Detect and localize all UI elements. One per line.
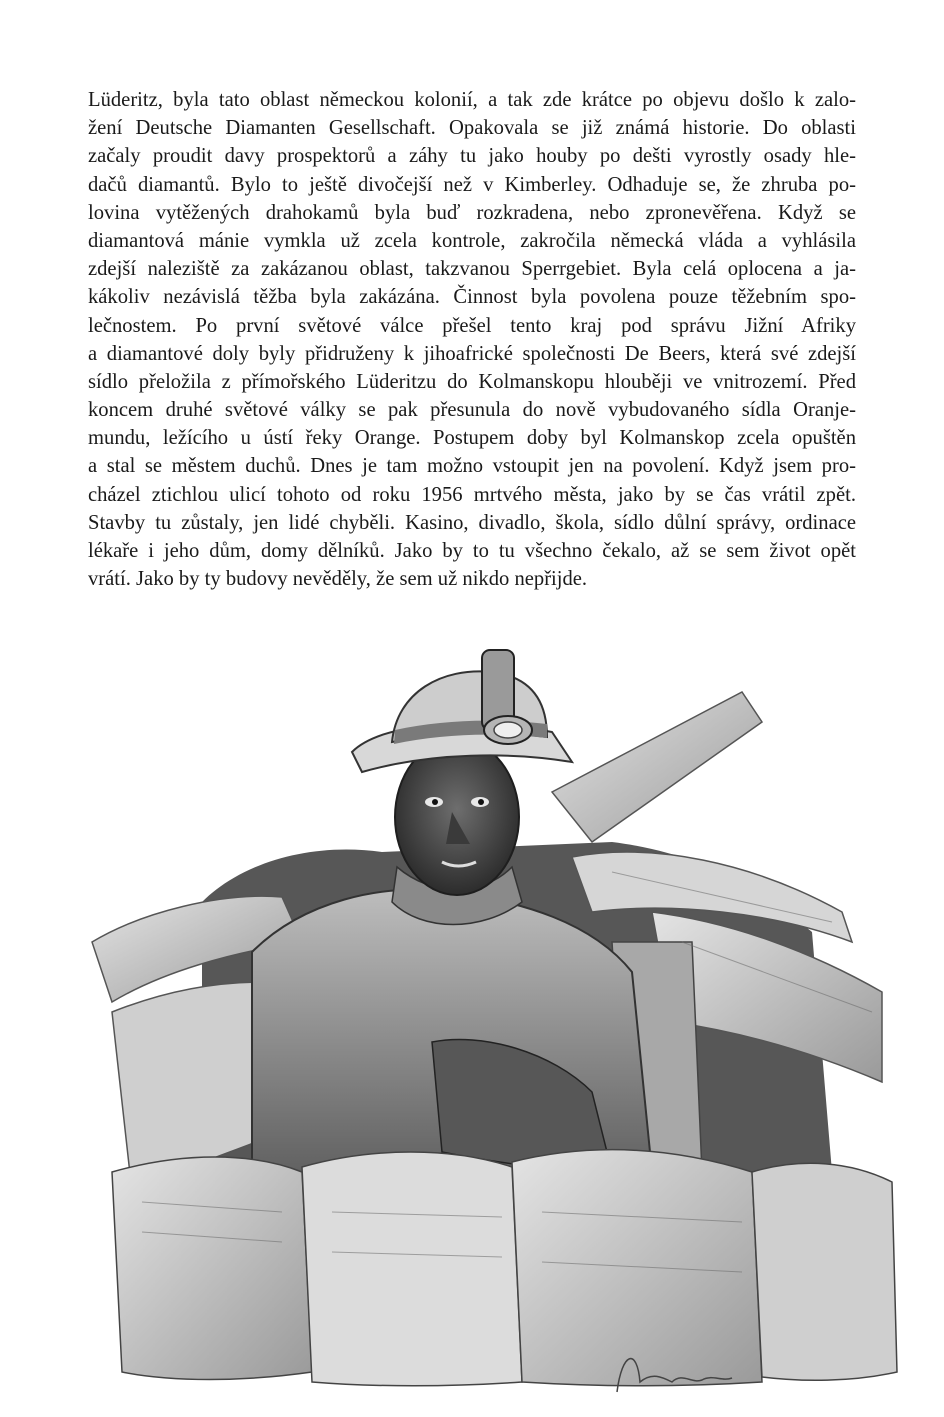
text-line: mundu, ležícího u ústí řeky Orange. Postupem doby byl Kolmanskop zcela opuštěn xyxy=(88,427,856,450)
plank-fore-4 xyxy=(752,1163,897,1380)
text-line: lovina vytěžených drahokamů byla buď rozkradena, nebo zpronevěřena. Když se xyxy=(88,201,856,224)
plank-fore-1 xyxy=(112,1157,312,1380)
body-text xyxy=(88,86,856,593)
text-line: lékaře i jeho dům, domy dělníků. Jako by to tu všechno čekalo, až se sem život opět xyxy=(88,540,856,562)
text-line: cházel ztichlou ulicí tohoto od roku 1956 mrtvého města, jako by se čas vrátil zpět. xyxy=(88,483,856,506)
text-line: diamantová mánie vymkla už zcela kontrole, zakročila německá vláda a vyhlásila xyxy=(88,229,856,252)
text-line: sídlo přeložila z přímořského Lüderitzu do Kolmanskopu hlouběji ve vnitrozemí. Před xyxy=(88,370,856,393)
beam-diagonal xyxy=(552,692,762,842)
text-line: koncem druhé světové války se pak přesunula do nově vybudovaného sídla Oranje- xyxy=(88,399,856,422)
text-line: vrátí. Jako by ty budovy nevěděly, že sem už nikdo nepřijde. xyxy=(88,568,588,591)
plank-fore-2 xyxy=(302,1152,522,1386)
text-line: a diamantové doly byly přidruženy k jihoafrické společnosti De Beers, která své zdejší xyxy=(88,342,856,365)
plank-fore-3 xyxy=(512,1150,762,1386)
text-line: Lüderitz, byla tato oblast německou kolonií, a tak zde krátce po objevu došlo k zalo- xyxy=(88,89,856,111)
text-line: lečnostem. Po první světové válce přešel tento kraj pod správu Jižní Afriky xyxy=(88,314,856,337)
text-line: Stavby tu zůstaly, jen lidé chyběli. Kasino, divadlo, škola, sídlo důlní správy, ordinace xyxy=(88,511,856,534)
text-line: a stal se městem duchů. Dnes je tam možno vstoupit jen na povolení. Když jsem pro- xyxy=(88,455,856,478)
miner-illustration xyxy=(52,612,932,1402)
text-line: kákoliv nezávislá těžba byla zakázána. Činnost byla povolena pouze těžebním spo- xyxy=(88,286,856,309)
text-line: zdejší naleziště za zakázanou oblast, takzvanou Sperrgebiet. Byla celá oplocena a ja- xyxy=(88,258,856,281)
text-line: dačů diamantů. Bylo to ještě divočejší než v Kimberley. Odhaduje se, že zhruba po- xyxy=(88,173,856,196)
text-line: žení Deutsche Diamanten Gesellschaft. Opakovala se již známá historie. Do oblasti xyxy=(88,117,856,140)
miner-face xyxy=(395,739,519,895)
text-line: začaly proudit davy prospektorů a záhy tu jako houby po dešti vyrostly osady hle- xyxy=(88,145,856,168)
